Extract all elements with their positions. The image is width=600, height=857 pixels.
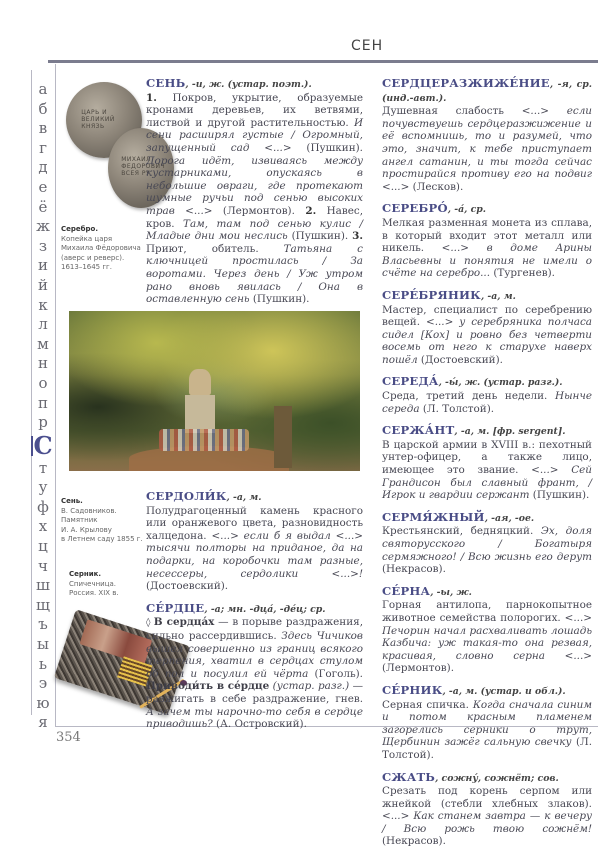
alpha-letter[interactable]: я <box>38 713 48 732</box>
header-rule <box>48 60 598 63</box>
quote: <...> в доме Арины Власьевны и понятия не имели о счёте на серебро... <box>382 242 592 280</box>
headword: СЖАТЬ <box>382 769 436 784</box>
quote: И сени расширял густые / Огромный, запущенный сад <...> <box>146 116 363 154</box>
column-middle <box>146 77 363 315</box>
grammar-note: , -а, м. [фр. sergent]. <box>454 426 566 438</box>
sense-number: 1. <box>146 91 157 104</box>
headword: СЕРЕБРО́ <box>382 201 448 216</box>
alpha-letter[interactable]: о <box>38 373 48 392</box>
alpha-letter[interactable]: ь <box>38 654 48 673</box>
quote: <...> Сей Грандисон был славный франт, / Игрок и гвардии сержант <box>382 464 592 502</box>
grammar-note: , -а, м. <box>480 290 516 302</box>
definition: Приют, обитель. <box>146 242 284 255</box>
source: (Пушкин). <box>291 141 363 154</box>
entry-sermyazhny <box>382 511 592 576</box>
alpha-letter[interactable]: н <box>38 354 48 373</box>
caption-line: Россия. XIX в. <box>69 589 119 597</box>
column-right <box>382 77 592 857</box>
caption-line: Памятник <box>61 516 98 524</box>
caption-line: Копейка царя <box>61 234 113 243</box>
alpha-letter[interactable]: у <box>38 478 48 497</box>
entry-sen <box>146 77 363 306</box>
quote: <...> если б я выдал <...> тысячи полторы на приданое, да на подарки, на коробочки там разные, несессеры, сердолики <...>! <box>146 529 363 580</box>
alpha-letter[interactable]: а <box>38 80 48 98</box>
running-head <box>48 38 598 64</box>
caption-line: В. Садовников. <box>61 506 117 515</box>
definition: В царской армии в XVIII в.: пехотный унтер-офицер, а также лицо, имеющее это звание. <box>382 438 592 477</box>
headword: СЕ́РНА <box>382 583 431 598</box>
coin-inscription: ЦАРЬ И ВЕЛИКИЙ КНЯЗЬ <box>81 108 115 130</box>
quote: Дорога идёт, извиваясь между кустарниками, опускаясь в небольшие овраги, где протекают шумные ручьи под сенью высоких трав <...> <box>146 154 363 217</box>
quote: А зачем ты нарочно-то себя в сердце приводишь? <box>146 705 363 731</box>
page-frame-left <box>55 64 56 726</box>
alpha-letter[interactable]: ё <box>38 197 48 216</box>
source: (Л. Толстой). <box>419 402 495 415</box>
quote: <...> если почувствуешь сердцеразжижение и её вспомнишь, то и разумей, что это, значит, к тебе приступает ангел сатанин, и ты тогда сейчас простирайся противу его на подвиг <...> <box>382 105 592 193</box>
grammar-note: , -и, ж. (устар. поэт.). <box>185 79 312 90</box>
sense-number: 3. <box>352 230 363 243</box>
headword: СЕРЕ́БРЯНИК <box>382 287 481 302</box>
alpha-letter[interactable]: е <box>38 177 48 196</box>
quote: Там, там под сенью кулис / Младые дни мои неслись <box>146 217 364 243</box>
source: (Достоевский). <box>417 353 503 366</box>
painting-image <box>69 311 360 471</box>
column-middle-lower <box>146 490 363 740</box>
definition: — разжигать в себе раздражение, гнев. <box>146 680 363 705</box>
definition: Горная антилопа, парнокопытное животное семейства полорогих. <...> <box>382 599 592 624</box>
alpha-letter[interactable]: ъ <box>38 615 48 634</box>
entry-sernik <box>382 684 592 762</box>
entry-serdolik <box>146 490 363 593</box>
alpha-letter[interactable]: ф <box>37 497 49 516</box>
phrase: В сердца́х <box>153 616 215 629</box>
alpha-letter[interactable]: ц <box>38 537 48 556</box>
grammar-note: , -а, м. <box>226 492 262 503</box>
alpha-letter[interactable]: з <box>38 236 48 255</box>
caption-line: (аверс и реверс). <box>61 253 125 262</box>
alpha-letter[interactable]: п <box>38 393 48 412</box>
tree-trunk <box>274 406 292 468</box>
definition: Среда, третий день недели. <box>382 390 556 403</box>
running-title: СЕН <box>351 38 384 54</box>
monument-pedestal <box>185 395 215 433</box>
alpha-letter[interactable]: ю <box>36 693 50 712</box>
caption-line: И. А. Крылову <box>61 525 112 534</box>
grammar-note: , -ы́, ж. (устар. разг.). <box>438 377 563 389</box>
alpha-letter[interactable]: к <box>38 295 48 314</box>
caption-line: Михаила Фёдоровича <box>61 244 141 252</box>
source: (Лесков). <box>409 180 464 193</box>
alpha-letter[interactable]: э <box>38 674 48 693</box>
alpha-letter-active[interactable]: С <box>33 430 53 460</box>
grammar-note: , -а, м. (устар. и обл.). <box>442 685 566 697</box>
entry-serdcerazzhizhenie <box>382 77 592 193</box>
alpha-letter[interactable]: ш <box>36 576 50 595</box>
alpha-letter[interactable]: х <box>38 517 48 536</box>
grammar-note: , -я, ср. (инд.-авт.). <box>382 79 592 104</box>
quote: Здесь Чичиков вышел совершенно из границ всякого терпения, хватил в сердцах стулом об пол и посулил ей чёрта <box>146 629 363 680</box>
definition: Срезать под корень серпом или жнейкой (стебли хлебных злаков). <box>382 785 592 810</box>
quote: Нынче середа <box>382 390 592 415</box>
crowd-figures <box>159 429 249 451</box>
page-number: 354 <box>56 730 81 745</box>
alpha-letter[interactable]: р <box>38 413 48 432</box>
alpha-letter[interactable]: б <box>38 99 48 118</box>
definition: Мелкая разменная монета из сплава, в который входит этот металл или никель. <box>382 216 592 255</box>
source: (Лермонтов). <box>382 662 454 675</box>
entry-serebryanik <box>382 289 592 367</box>
alpha-letter[interactable]: м <box>37 334 49 353</box>
quote: Когда сначала синим и потом красным пламенем загорелись серники о трут, Щербинин зажёг сальную свечку <box>382 698 592 749</box>
coin-inscription: МИХАИЛ ФЕДОРОВИЧ ВСЕЯ РУ <box>121 156 166 177</box>
grammar-note: , -ая, -ое. <box>484 512 535 524</box>
definition: Крестьянский, бедняцкий. <box>382 525 541 538</box>
quote: <...> у серебряника полчаса сидел [Кох] и ровно без четверти восемь от него к старухе наверх пошёл <box>382 316 592 366</box>
alpha-letter[interactable]: л <box>38 315 48 334</box>
diamond-icon: ◊ <box>146 618 154 629</box>
alpha-letter[interactable]: ы <box>37 635 49 654</box>
grammar-note: , сожну́, сожнёт; сов. <box>435 772 559 784</box>
source: (Пушкин). <box>287 230 353 243</box>
caption-line: Спичечница. <box>69 579 116 588</box>
definition: Душевная слабость <box>382 105 522 118</box>
source: (Пушкин). <box>249 293 310 306</box>
definition: Покров, укрытие, образуемые кронами деревьев, их ветвями, листвой и другой растительностью. <box>146 91 363 129</box>
alphabet-index <box>32 80 54 733</box>
headword: СЕРЕДА́ <box>382 374 439 389</box>
matchbox-decoration <box>79 619 152 665</box>
entry-serebro <box>382 202 592 280</box>
source: (Некрасов). <box>382 563 446 576</box>
definition: Полудрагоценный камень красного или оранжевого цвета, разновидность халцедона. <box>146 504 363 542</box>
monument-statue <box>189 369 211 395</box>
entry-serna <box>382 585 592 675</box>
headword: СЕРЖА́НТ <box>382 423 455 438</box>
grammar-note: , -ы, ж. <box>430 586 472 598</box>
alpha-letter[interactable]: в <box>38 119 48 138</box>
entry-szhat <box>382 771 592 849</box>
source: (Некрасов). <box>382 835 446 848</box>
source: (Л. Толстой). <box>382 736 592 761</box>
definition: Навес, кров. <box>146 204 364 230</box>
alpha-letter[interactable]: и <box>38 256 48 275</box>
alpha-letter[interactable]: д <box>38 158 48 177</box>
entry-serdce <box>146 602 363 731</box>
headword: СЕРДЦЕРАЗЖИЖЕ́НИЕ <box>382 76 550 90</box>
quote: Татьяна с ключницей простилась / За воротами. Через день / Уж утром рано вновь явилась / Она в оставленную сень <box>146 242 363 306</box>
definition: — в порыве раздражения, сильно рассердившись. <box>146 616 363 642</box>
sense-number: 2. <box>305 204 317 217</box>
caption-line: в Летнем саду 1855 г. <box>61 535 143 543</box>
source: (Тургенев). <box>490 267 555 280</box>
headword: СЕНЬ <box>146 76 186 90</box>
entry-sereda <box>382 375 592 415</box>
quote: <...> Как станем завтра — к вечеру / Всю рожь твою сожнём! <box>382 810 592 835</box>
grammar-note: , -а; мн. -дца́, -де́ц; ср. <box>204 603 326 615</box>
usage-label: (устар. разг.) <box>269 680 350 693</box>
headword: СЕРДОЛИ́К <box>146 489 227 503</box>
source: (Гоголь). <box>308 667 363 680</box>
coin-caption <box>61 225 141 273</box>
alpha-letter[interactable]: ч <box>38 556 48 575</box>
headword: СЕ́РНИК <box>382 682 443 697</box>
alpha-letter[interactable]: г <box>39 138 47 157</box>
headword: СЕ́РДЦЕ <box>146 600 205 615</box>
quote: Печорин начал расхваливать лошадь Казбича: уж такая-то она резвая, красивая, словно серна <...> <box>382 624 592 662</box>
grammar-note: , -а́, ср. <box>447 204 486 216</box>
matchbox-caption <box>69 570 149 599</box>
alpha-letter[interactable]: щ <box>36 595 50 614</box>
quote: Эх, доля святорусского / Богатыря сермяжного! / Всю жизнь его дерут <box>382 525 592 563</box>
definition: Серная спичка. <box>382 698 473 711</box>
alpha-letter[interactable]: й <box>38 275 48 294</box>
alpha-letter[interactable]: ж <box>36 217 50 236</box>
source: (Лермонтов). <box>212 204 306 217</box>
source: (А. Островский). <box>212 718 307 731</box>
caption-title: Серебро. <box>61 225 99 233</box>
caption-line: 1613–1645 гг. <box>61 263 112 271</box>
source: (Пушкин). <box>529 489 590 502</box>
phrase: Приводи́ть в се́рдце <box>146 680 270 693</box>
headword: СЕРМЯ́ЖНЫЙ <box>382 509 485 524</box>
painting-caption <box>61 497 146 545</box>
caption-title: Сень. <box>61 497 83 505</box>
definition: Мастер, специалист по серебрению вещей. <box>382 303 592 329</box>
caption-title: Серник. <box>69 570 102 578</box>
alpha-letter[interactable]: т <box>38 458 48 477</box>
entry-serzhant <box>382 424 592 502</box>
source: (Достоевский). <box>146 580 229 593</box>
